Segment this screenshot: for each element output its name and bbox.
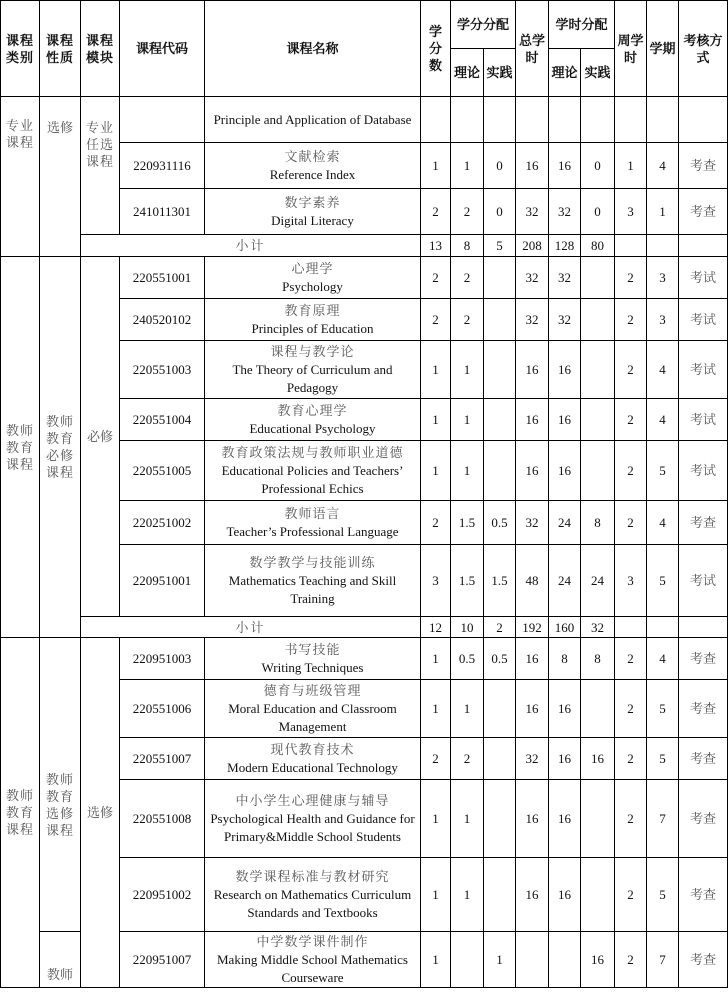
course-code: 240520102 <box>120 299 205 341</box>
credits: 2 <box>421 299 451 341</box>
hour-theory: 16 <box>549 399 581 441</box>
course-name-zh: 数学教学与技能训练 <box>249 554 376 570</box>
assessment: 考试 <box>679 257 728 299</box>
credit-practice <box>484 341 516 399</box>
credits: 1 <box>421 143 451 189</box>
course-name <box>205 858 421 932</box>
course-name-en: Principles of Education <box>251 320 374 336</box>
hour-theory: 16 <box>549 858 581 932</box>
assessment: 考查 <box>679 638 728 680</box>
credits: 1 <box>421 341 451 399</box>
weekly-hours: 2 <box>615 441 647 501</box>
total-hours: 32 <box>516 189 549 235</box>
credit-practice: 0.5 <box>484 501 516 545</box>
hour-theory: 24 <box>549 545 581 617</box>
subtotal-label: 小计 <box>81 617 421 638</box>
header-category: 课程类别 <box>1 1 40 97</box>
hour-practice: 24 <box>581 545 615 617</box>
hour-theory: 32 <box>549 257 581 299</box>
semester: 1 <box>647 189 679 235</box>
course-name-en: Reference Index <box>269 166 356 182</box>
hour-theory: 8 <box>549 638 581 680</box>
hour-theory: 32 <box>549 189 581 235</box>
course-name-en: Educational Psychology <box>249 420 376 436</box>
credit-theory: 1 <box>451 341 484 399</box>
credit-practice: 0 <box>484 143 516 189</box>
assessment: 考查 <box>679 858 728 932</box>
credit-theory <box>451 932 484 988</box>
header-assessment: 考核方式 <box>679 1 728 97</box>
header-semester: 学期 <box>647 1 679 97</box>
weekly-hours: 2 <box>615 858 647 932</box>
credits: 1 <box>421 780 451 858</box>
weekly-hours: 1 <box>615 143 647 189</box>
course-code: 220551006 <box>120 680 205 738</box>
table-row <box>1 257 728 299</box>
total-hours: 16 <box>516 680 549 738</box>
subtotal-total-hours: 192 <box>516 617 549 638</box>
course-name-zh: 心理学 <box>291 260 334 276</box>
credits: 1 <box>421 858 451 932</box>
course-code: 220551001 <box>120 257 205 299</box>
header-hour-theory: 理论 <box>549 49 581 97</box>
header-module: 课程模块 <box>81 1 120 97</box>
table-row <box>1 638 728 680</box>
credit-practice <box>484 680 516 738</box>
total-hours: 16 <box>516 780 549 858</box>
assessment: 考查 <box>679 780 728 858</box>
course-code: 220551003 <box>120 341 205 399</box>
assessment: 考查 <box>679 932 728 988</box>
assessment <box>679 97 728 143</box>
assessment: 考试 <box>679 341 728 399</box>
credit-practice <box>484 780 516 858</box>
weekly-hours: 2 <box>615 341 647 399</box>
hour-practice: 0 <box>581 189 615 235</box>
credits: 2 <box>421 257 451 299</box>
total-hours <box>516 932 549 988</box>
group3-nature: 教师教育选修课程 <box>40 638 81 932</box>
group3-category: 教师教育课程 <box>1 638 40 988</box>
course-name-zh: 教育心理学 <box>277 402 348 418</box>
hour-practice <box>581 680 615 738</box>
credits: 1 <box>421 680 451 738</box>
hour-practice <box>581 257 615 299</box>
credit-practice: 0.5 <box>484 638 516 680</box>
semester: 5 <box>647 858 679 932</box>
total-hours: 16 <box>516 858 549 932</box>
hour-theory: 24 <box>549 501 581 545</box>
course-name-zh: 教育政策法规与教师职业道德 <box>221 444 404 460</box>
semester: 4 <box>647 501 679 545</box>
weekly-hours <box>615 97 647 143</box>
header-credit-practice: 实践 <box>484 49 516 97</box>
course-name-en: Making Middle School Mathematics Courseware <box>216 951 408 985</box>
credit-theory: 1.5 <box>451 501 484 545</box>
group3-nature-tail: 教师 <box>40 932 81 988</box>
course-name <box>205 780 421 858</box>
hour-practice: 8 <box>581 501 615 545</box>
credit-theory: 2 <box>451 189 484 235</box>
credit-theory: 2 <box>451 299 484 341</box>
course-name-zh: 课程与教学论 <box>270 343 355 359</box>
course-name-en: Principle and Application of Database <box>213 111 412 127</box>
credit-theory: 1 <box>451 399 484 441</box>
subtotal-credit-theory: 8 <box>451 235 484 257</box>
hour-practice <box>581 858 615 932</box>
subtotal-hour-practice: 32 <box>581 617 615 638</box>
subtotal-hour-theory: 160 <box>549 617 581 638</box>
semester: 4 <box>647 399 679 441</box>
group2-nature: 教师教育必修课程 <box>40 257 81 638</box>
group2-category: 教师教育课程 <box>1 257 40 638</box>
course-name-en: Digital Literacy <box>271 212 354 228</box>
total-hours: 16 <box>516 143 549 189</box>
group2-module: 必修 <box>81 257 120 617</box>
header-code: 课程代码 <box>120 1 205 97</box>
course-name-en: Psychological Health and Guidance for Primary&Middle School Students <box>210 810 415 844</box>
credit-theory: 1 <box>451 680 484 738</box>
weekly-hours: 2 <box>615 680 647 738</box>
weekly-hours: 2 <box>615 501 647 545</box>
hour-practice <box>581 341 615 399</box>
assessment: 考查 <box>679 501 728 545</box>
total-hours: 32 <box>516 257 549 299</box>
course-name <box>205 257 421 299</box>
course-name <box>205 545 421 617</box>
course-code: 220551005 <box>120 441 205 501</box>
course-name <box>205 299 421 341</box>
credit-practice <box>484 257 516 299</box>
course-name <box>205 189 421 235</box>
group3-module: 选修 <box>81 638 120 988</box>
credit-practice <box>484 399 516 441</box>
course-name-zh: 教师语言 <box>284 505 341 521</box>
credit-theory: 1 <box>451 441 484 501</box>
subtotal-credits: 12 <box>421 617 451 638</box>
weekly-hours: 2 <box>615 257 647 299</box>
header-credits: 学分数 <box>421 1 451 97</box>
course-code: 241011301 <box>120 189 205 235</box>
course-code: 220551007 <box>120 738 205 780</box>
credit-practice <box>484 299 516 341</box>
hour-theory: 32 <box>549 299 581 341</box>
course-code: 220251002 <box>120 501 205 545</box>
total-hours: 16 <box>516 341 549 399</box>
hour-theory <box>549 932 581 988</box>
course-name-zh: 文献检索 <box>284 148 341 164</box>
total-hours: 16 <box>516 441 549 501</box>
credit-theory: 1 <box>451 858 484 932</box>
hour-theory: 16 <box>549 341 581 399</box>
course-name-en: Teacher’s Professional Language <box>226 523 399 539</box>
semester: 4 <box>647 143 679 189</box>
header-name: 课程名称 <box>205 1 421 97</box>
course-name <box>205 341 421 399</box>
weekly-hours: 2 <box>615 399 647 441</box>
course-name <box>205 638 421 680</box>
course-name <box>205 501 421 545</box>
credit-theory: 2 <box>451 257 484 299</box>
course-name-zh: 书写技能 <box>284 641 341 657</box>
semester: 5 <box>647 441 679 501</box>
weekly-hours: 2 <box>615 780 647 858</box>
total-hours: 16 <box>516 399 549 441</box>
subtotal-credit-theory: 10 <box>451 617 484 638</box>
course-code: 220951003 <box>120 638 205 680</box>
course-code: 220951007 <box>120 932 205 988</box>
total-hours <box>516 97 549 143</box>
hour-practice <box>581 780 615 858</box>
credit-practice: 1 <box>484 932 516 988</box>
subtotal-credits: 13 <box>421 235 451 257</box>
weekly-hours: 2 <box>615 738 647 780</box>
weekly-hours: 3 <box>615 545 647 617</box>
subtotal-credit-practice: 5 <box>484 235 516 257</box>
semester: 5 <box>647 738 679 780</box>
course-name-en: Research on Mathematics Curriculum Standards and Textbooks <box>213 886 412 920</box>
credits <box>421 97 451 143</box>
course-name <box>205 932 421 988</box>
course-name-en: Mathematics Teaching and Skill Training <box>228 572 397 606</box>
subtotal-hour-theory: 128 <box>549 235 581 257</box>
credits: 1 <box>421 441 451 501</box>
header-hour-practice: 实践 <box>581 49 615 97</box>
hour-practice: 0 <box>581 143 615 189</box>
credit-practice <box>484 441 516 501</box>
semester: 7 <box>647 780 679 858</box>
credits: 1 <box>421 638 451 680</box>
course-name-en: Moral Education and Classroom Management <box>228 700 397 734</box>
course-name-zh: 数学课程标准与教材研究 <box>235 868 390 884</box>
credits: 1 <box>421 399 451 441</box>
credit-practice <box>484 858 516 932</box>
hour-practice <box>581 97 615 143</box>
semester <box>647 97 679 143</box>
total-hours: 48 <box>516 545 549 617</box>
credit-theory: 2 <box>451 738 484 780</box>
credits: 3 <box>421 545 451 617</box>
total-hours: 32 <box>516 501 549 545</box>
assessment: 考查 <box>679 680 728 738</box>
group1-category: 专业课程 <box>1 97 40 257</box>
semester: 5 <box>647 545 679 617</box>
hour-practice: 16 <box>581 738 615 780</box>
subtotal-row <box>1 235 728 257</box>
course-name <box>205 680 421 738</box>
credit-theory: 1 <box>451 780 484 858</box>
hour-theory: 16 <box>549 680 581 738</box>
credits: 1 <box>421 932 451 988</box>
total-hours: 32 <box>516 738 549 780</box>
assessment: 考查 <box>679 738 728 780</box>
hour-practice <box>581 299 615 341</box>
course-name-en: Psychology <box>282 278 343 294</box>
hour-practice <box>581 441 615 501</box>
hour-theory: 16 <box>549 780 581 858</box>
group1-nature: 选修 <box>40 97 81 257</box>
semester: 4 <box>647 341 679 399</box>
hour-practice: 8 <box>581 638 615 680</box>
assessment: 考查 <box>679 189 728 235</box>
course-name <box>205 97 421 143</box>
semester: 3 <box>647 257 679 299</box>
course-name <box>205 143 421 189</box>
hour-practice <box>581 399 615 441</box>
credit-theory: 1.5 <box>451 545 484 617</box>
course-name-zh: 中学数学课件制作 <box>256 933 369 949</box>
hour-theory: 16 <box>549 738 581 780</box>
course-name-en: The Theory of Curriculum and Pedagogy <box>232 361 393 395</box>
assessment: 考查 <box>679 143 728 189</box>
hour-theory: 16 <box>549 143 581 189</box>
assessment: 考试 <box>679 441 728 501</box>
credit-practice <box>484 738 516 780</box>
course-name-en: Educational Policies and Teachers’ Professional Echics <box>221 462 404 496</box>
table-row <box>1 97 728 143</box>
course-name <box>205 399 421 441</box>
subtotal-total-hours: 208 <box>516 235 549 257</box>
credit-practice <box>484 97 516 143</box>
semester: 5 <box>647 680 679 738</box>
course-name-zh: 德育与班级管理 <box>263 682 362 698</box>
credit-practice: 1.5 <box>484 545 516 617</box>
course-name-en: Writing Techniques <box>261 659 364 675</box>
weekly-hours: 3 <box>615 189 647 235</box>
course-name <box>205 738 421 780</box>
credit-theory: 1 <box>451 143 484 189</box>
semester: 3 <box>647 299 679 341</box>
header-credit-theory: 理论 <box>451 49 484 97</box>
weekly-hours: 2 <box>615 932 647 988</box>
credits: 2 <box>421 738 451 780</box>
course-code: 220951001 <box>120 545 205 617</box>
hour-theory <box>549 97 581 143</box>
semester: 4 <box>647 638 679 680</box>
course-code: 220951002 <box>120 858 205 932</box>
hour-theory: 16 <box>549 441 581 501</box>
course-code <box>120 97 205 143</box>
course-name-zh: 教育原理 <box>284 302 341 318</box>
header-total-hours: 总学时 <box>516 1 549 97</box>
weekly-hours: 2 <box>615 638 647 680</box>
course-name-zh: 中小学生心理健康与辅导 <box>235 792 390 808</box>
header-weekly-hours: 周学时 <box>615 1 647 97</box>
weekly-hours: 2 <box>615 299 647 341</box>
header-hour-dist: 学时分配 <box>549 1 615 49</box>
course-name-zh: 数字素养 <box>284 194 341 210</box>
assessment: 考试 <box>679 299 728 341</box>
credits: 2 <box>421 189 451 235</box>
subtotal-row <box>1 617 728 638</box>
subtotal-hour-practice: 80 <box>581 235 615 257</box>
course-code: 220551004 <box>120 399 205 441</box>
credit-theory <box>451 97 484 143</box>
header-credit-dist: 学分分配 <box>451 1 516 49</box>
credits: 2 <box>421 501 451 545</box>
course-name-en: Modern Educational Technology <box>227 759 398 775</box>
course-code: 220551008 <box>120 780 205 858</box>
course-name <box>205 441 421 501</box>
assessment: 考试 <box>679 545 728 617</box>
course-name-zh: 现代教育技术 <box>270 741 355 757</box>
hour-practice: 16 <box>581 932 615 988</box>
total-hours: 32 <box>516 299 549 341</box>
total-hours: 16 <box>516 638 549 680</box>
assessment: 考试 <box>679 399 728 441</box>
table-header <box>1 1 728 97</box>
subtotal-credit-practice: 2 <box>484 617 516 638</box>
credit-theory: 0.5 <box>451 638 484 680</box>
course-code: 220931116 <box>120 143 205 189</box>
header-nature: 课程性质 <box>40 1 81 97</box>
semester: 7 <box>647 932 679 988</box>
group1-module: 专业任选课程 <box>81 97 120 235</box>
credit-practice: 0 <box>484 189 516 235</box>
subtotal-label: 小计 <box>81 235 421 257</box>
